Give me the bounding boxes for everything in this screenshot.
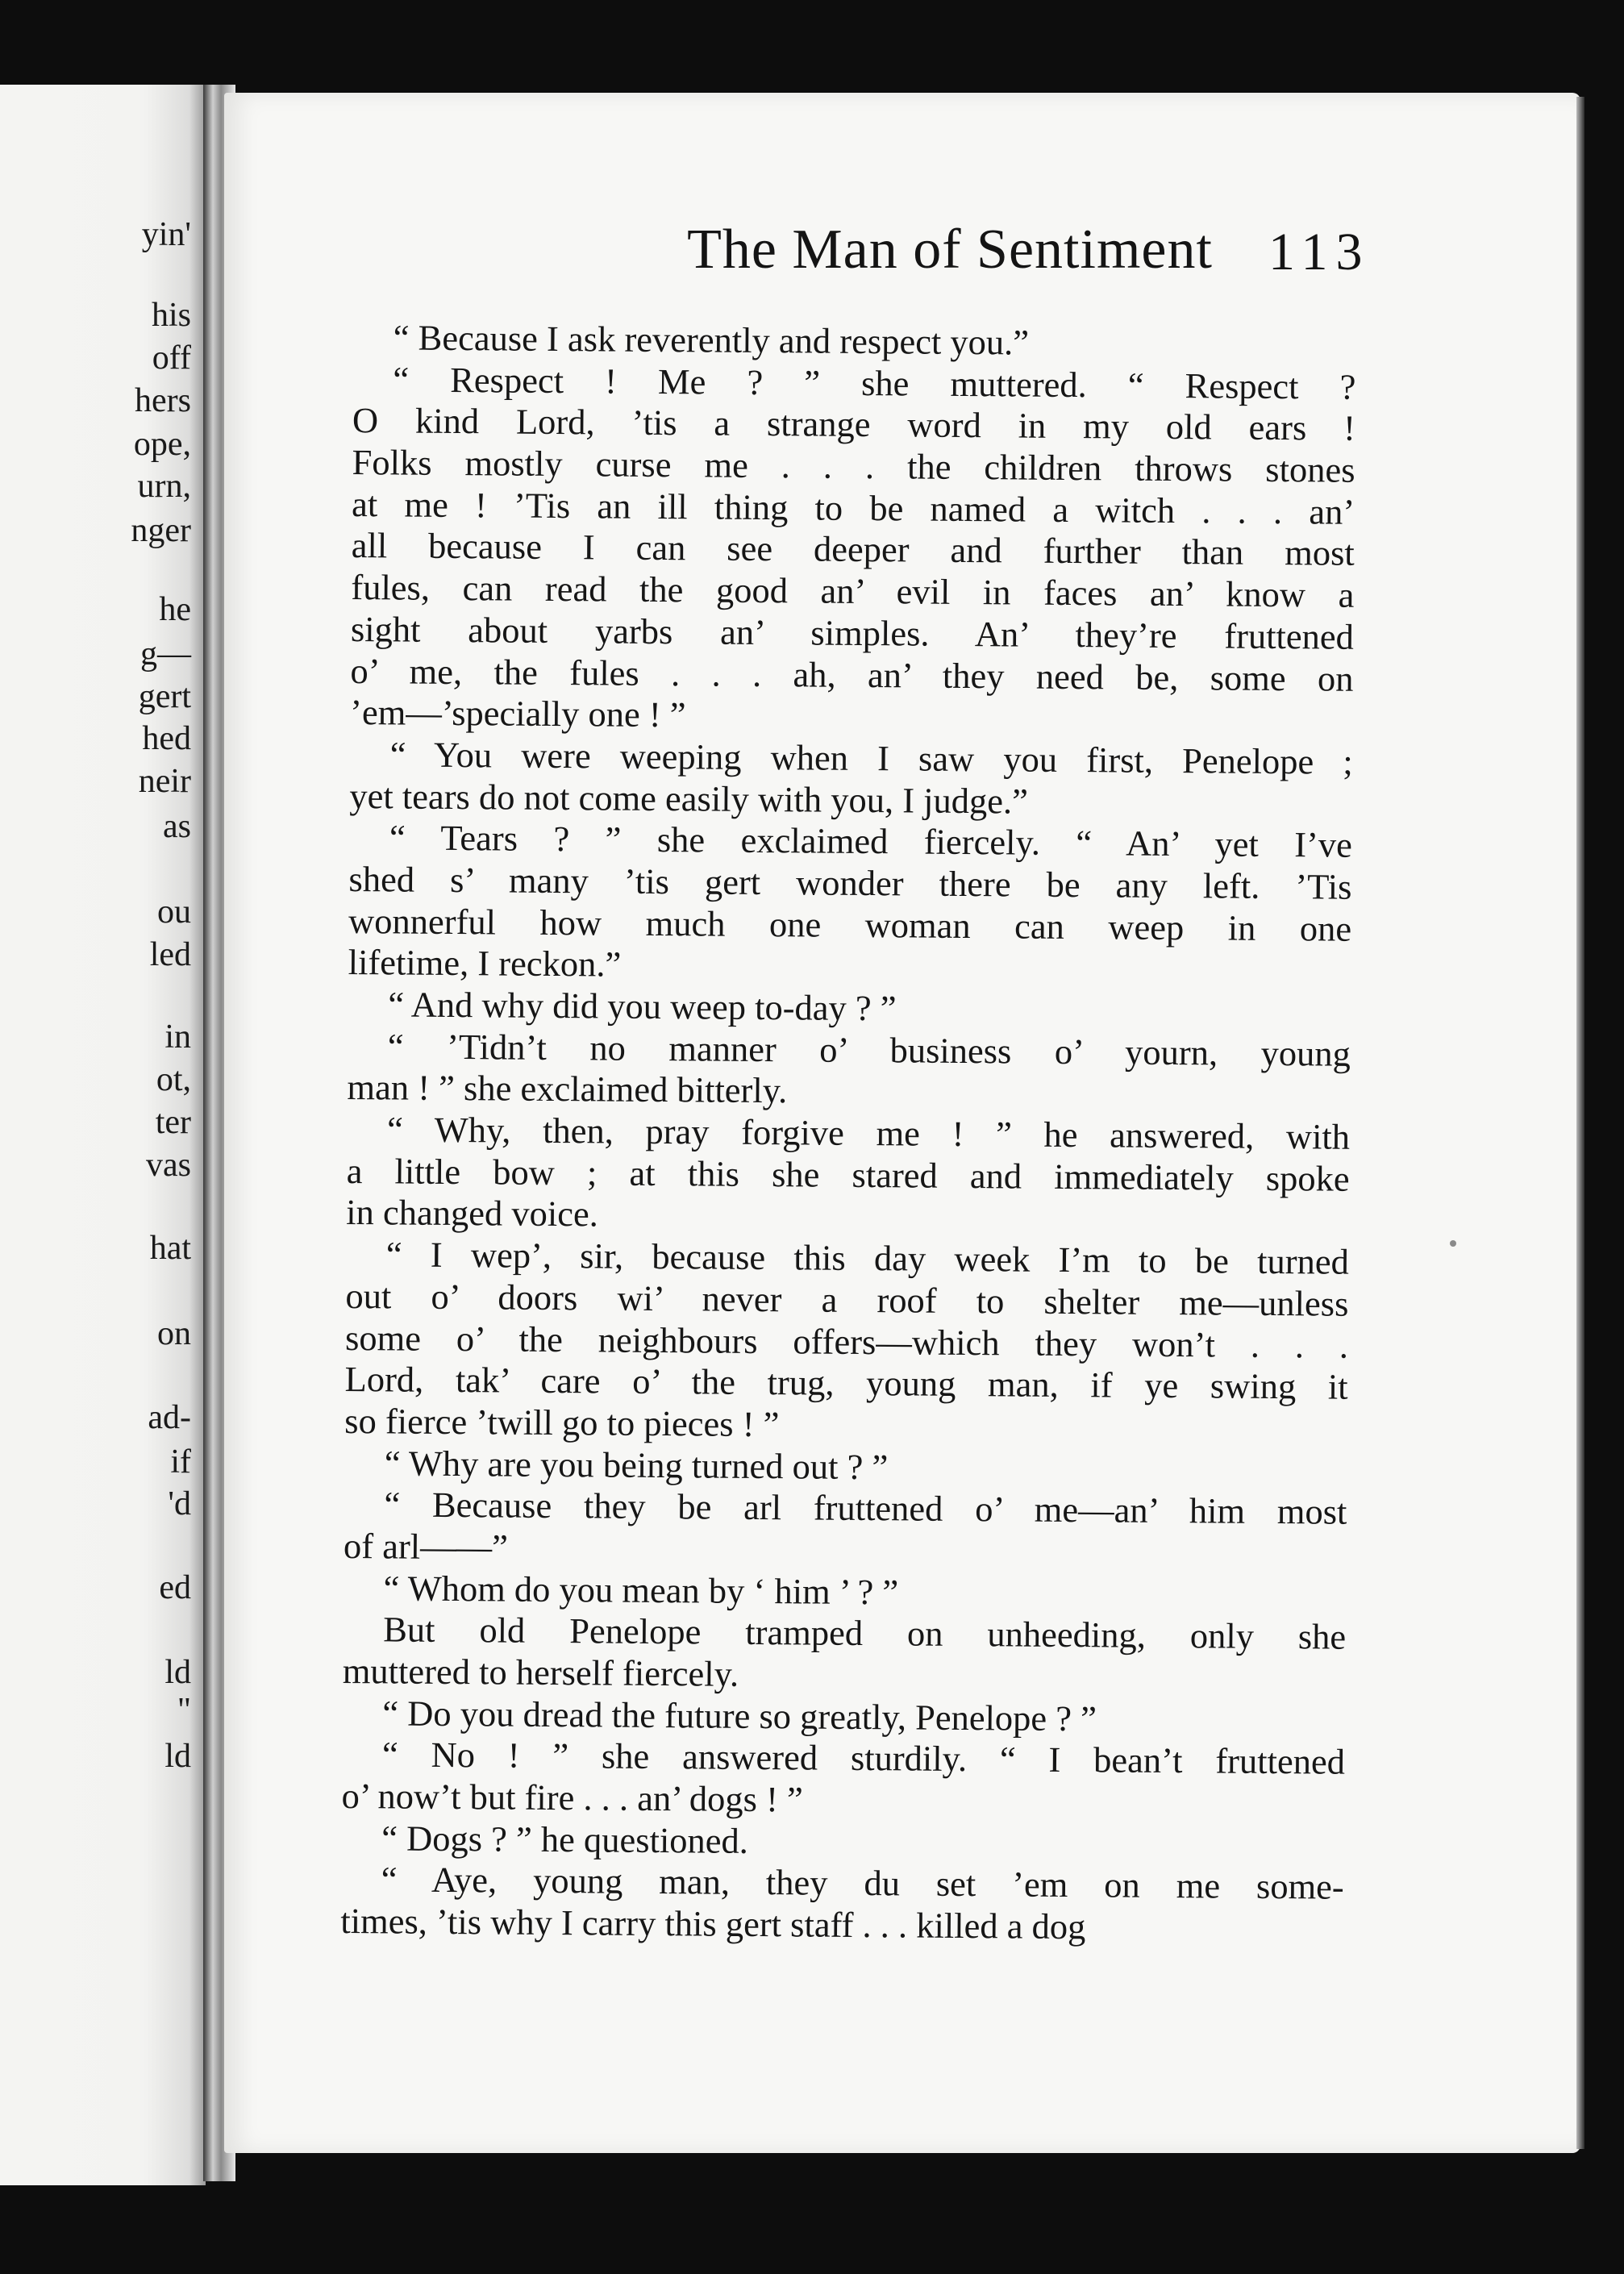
text-line: o’ now’t but fire . . . an’ dogs ! ”: [341, 1776, 803, 1820]
text-line: “ No ! ” she answered sturdily. “ I bean’t fruttened: [381, 1734, 1346, 1783]
text-line: sight about yarbs an’ simples. An’ they’re fruttened: [350, 608, 1355, 657]
facing-page-fragment: as: [163, 808, 191, 845]
facing-page-fragment: he: [159, 591, 191, 628]
text-line: “ ’Tidn’t no manner o’ business o’ yourn, young: [387, 1026, 1351, 1074]
page-113: [224, 93, 1580, 2153]
facing-page-fragment: his: [151, 297, 191, 334]
facing-page-fragment: if: [170, 1443, 191, 1481]
text-line: of arl——”: [343, 1525, 509, 1568]
text-line: But old Penelope tramped on unheeding, only she: [383, 1609, 1347, 1658]
facing-page-fragment: on: [157, 1315, 191, 1352]
text-line: “ And why did you weep to-day ? ”: [388, 984, 897, 1029]
text-line: “ Because I ask reverently and respect you.”: [393, 317, 1030, 363]
text-line: man ! ” she exclaimed bitterly.: [347, 1067, 788, 1111]
page-number: 113: [1268, 223, 1371, 281]
facing-page-fragment: hers: [135, 382, 191, 419]
facing-page-fragment: in: [164, 1018, 191, 1056]
facing-page-fragment: urn,: [137, 468, 191, 505]
paper-speck: [1450, 1240, 1456, 1247]
text-line: “ You were weeping when I saw you first, Penelope ;: [389, 734, 1353, 782]
text-line: times, ’tis why I carry this gert staff . . . killed a dog: [340, 1901, 1086, 1947]
text-line: wonnerful how much one woman can weep in one: [348, 900, 1352, 949]
text-line: “ Why, then, pray forgive me ! ” he answered, with: [386, 1109, 1351, 1157]
text-line: “ I wep’, sir, because this day week I’m to be turned: [385, 1234, 1350, 1282]
facing-page-fragment: hat: [149, 1230, 191, 1267]
text-line: “ Dogs ? ” he questioned.: [381, 1818, 749, 1861]
facing-page-fragment: ld: [164, 1738, 191, 1775]
facing-page-fragment: led: [149, 936, 191, 973]
text-line: O kind Lord, ’tis a strange word in my old ears !: [352, 400, 1356, 449]
text-line: all because I can see deeper and further than most: [351, 525, 1355, 574]
facing-page-left: [0, 85, 206, 2185]
text-line: “ Do you dread the future so greatly, Penelope ? ”: [382, 1693, 1097, 1739]
text-line: “ Respect ! Me ? ” she muttered. “ Respect ?: [393, 359, 1356, 407]
facing-page-fragment: off: [152, 339, 191, 377]
facing-page-fragment: yin': [141, 216, 191, 253]
facing-page-fragment: ou: [157, 893, 191, 931]
text-line: “ Aye, young man, they du set ’em on me some-: [381, 1859, 1344, 1908]
text-line: ’em—’specially one ! ”: [349, 692, 686, 735]
text-line: at me ! ’Tis an ill thing to be named a witch . . . an’: [351, 483, 1355, 532]
text-line: some o’ the neighbours offers—which they won’t . . .: [344, 1317, 1349, 1366]
facing-page-fragment: vas: [146, 1147, 191, 1184]
facing-page-fragment: ope,: [133, 426, 191, 463]
page-edge-shadow: [1576, 97, 1584, 2149]
text-line: Folks mostly curse me . . . the children throws stones: [352, 442, 1355, 490]
facing-page-fragment: g—: [140, 635, 191, 673]
facing-page-fragment: gert: [138, 678, 191, 715]
running-head: The Man of Sentiment: [687, 219, 1213, 281]
text-line: shed s’ many ’tis gert wonder there be any left. ’Tis: [348, 858, 1352, 907]
facing-page-fragment: ld: [164, 1654, 191, 1691]
facing-page-fragment: ed: [159, 1569, 191, 1606]
facing-page-fragment: hed: [142, 720, 191, 757]
text-line: muttered to herself fiercely.: [342, 1650, 739, 1694]
facing-page-fragment: ": [177, 1692, 191, 1729]
text-line: out o’ doors wi’ never a roof to shelter me—unless: [345, 1275, 1349, 1324]
text-line: fules, can read the good an’ evil in faces an’ know a: [351, 567, 1355, 615]
body-text: [340, 317, 1356, 1951]
text-line: so fierce ’twill go to pieces ! ”: [344, 1400, 780, 1445]
facing-page-fragment: ad-: [148, 1399, 191, 1436]
text-line: “ Because they be arl fruttened o’ me—an’ him most: [384, 1484, 1347, 1532]
facing-page-fragment: neir: [138, 763, 191, 800]
text-line: “ Whom do you mean by ‘ him ’ ? ”: [383, 1567, 899, 1612]
text-line: yet tears do not come easily with you, I judge.”: [349, 775, 1029, 822]
facing-page-fragment: nger: [131, 512, 191, 549]
facing-page-fragment: ter: [155, 1104, 191, 1141]
facing-page-fragment: 'd: [168, 1485, 191, 1522]
text-line: a little bow ; at this she stared and immediately spoke: [346, 1150, 1350, 1199]
text-line: Lord, tak’ care o’ the trug, young man, if ye swing it: [344, 1359, 1348, 1407]
facing-page-fragment: ot,: [156, 1061, 191, 1098]
text-line: “ Why are you being turned out ? ”: [384, 1442, 889, 1487]
text-line: lifetime, I reckon.”: [348, 942, 622, 985]
text-line: in changed voice.: [346, 1192, 599, 1235]
text-line: “ Tears ? ” she exclaimed fiercely. “ An’ yet I’ve: [389, 817, 1353, 865]
text-line: o’ me, the fules . . . ah, an’ they need be, some on: [350, 650, 1354, 699]
